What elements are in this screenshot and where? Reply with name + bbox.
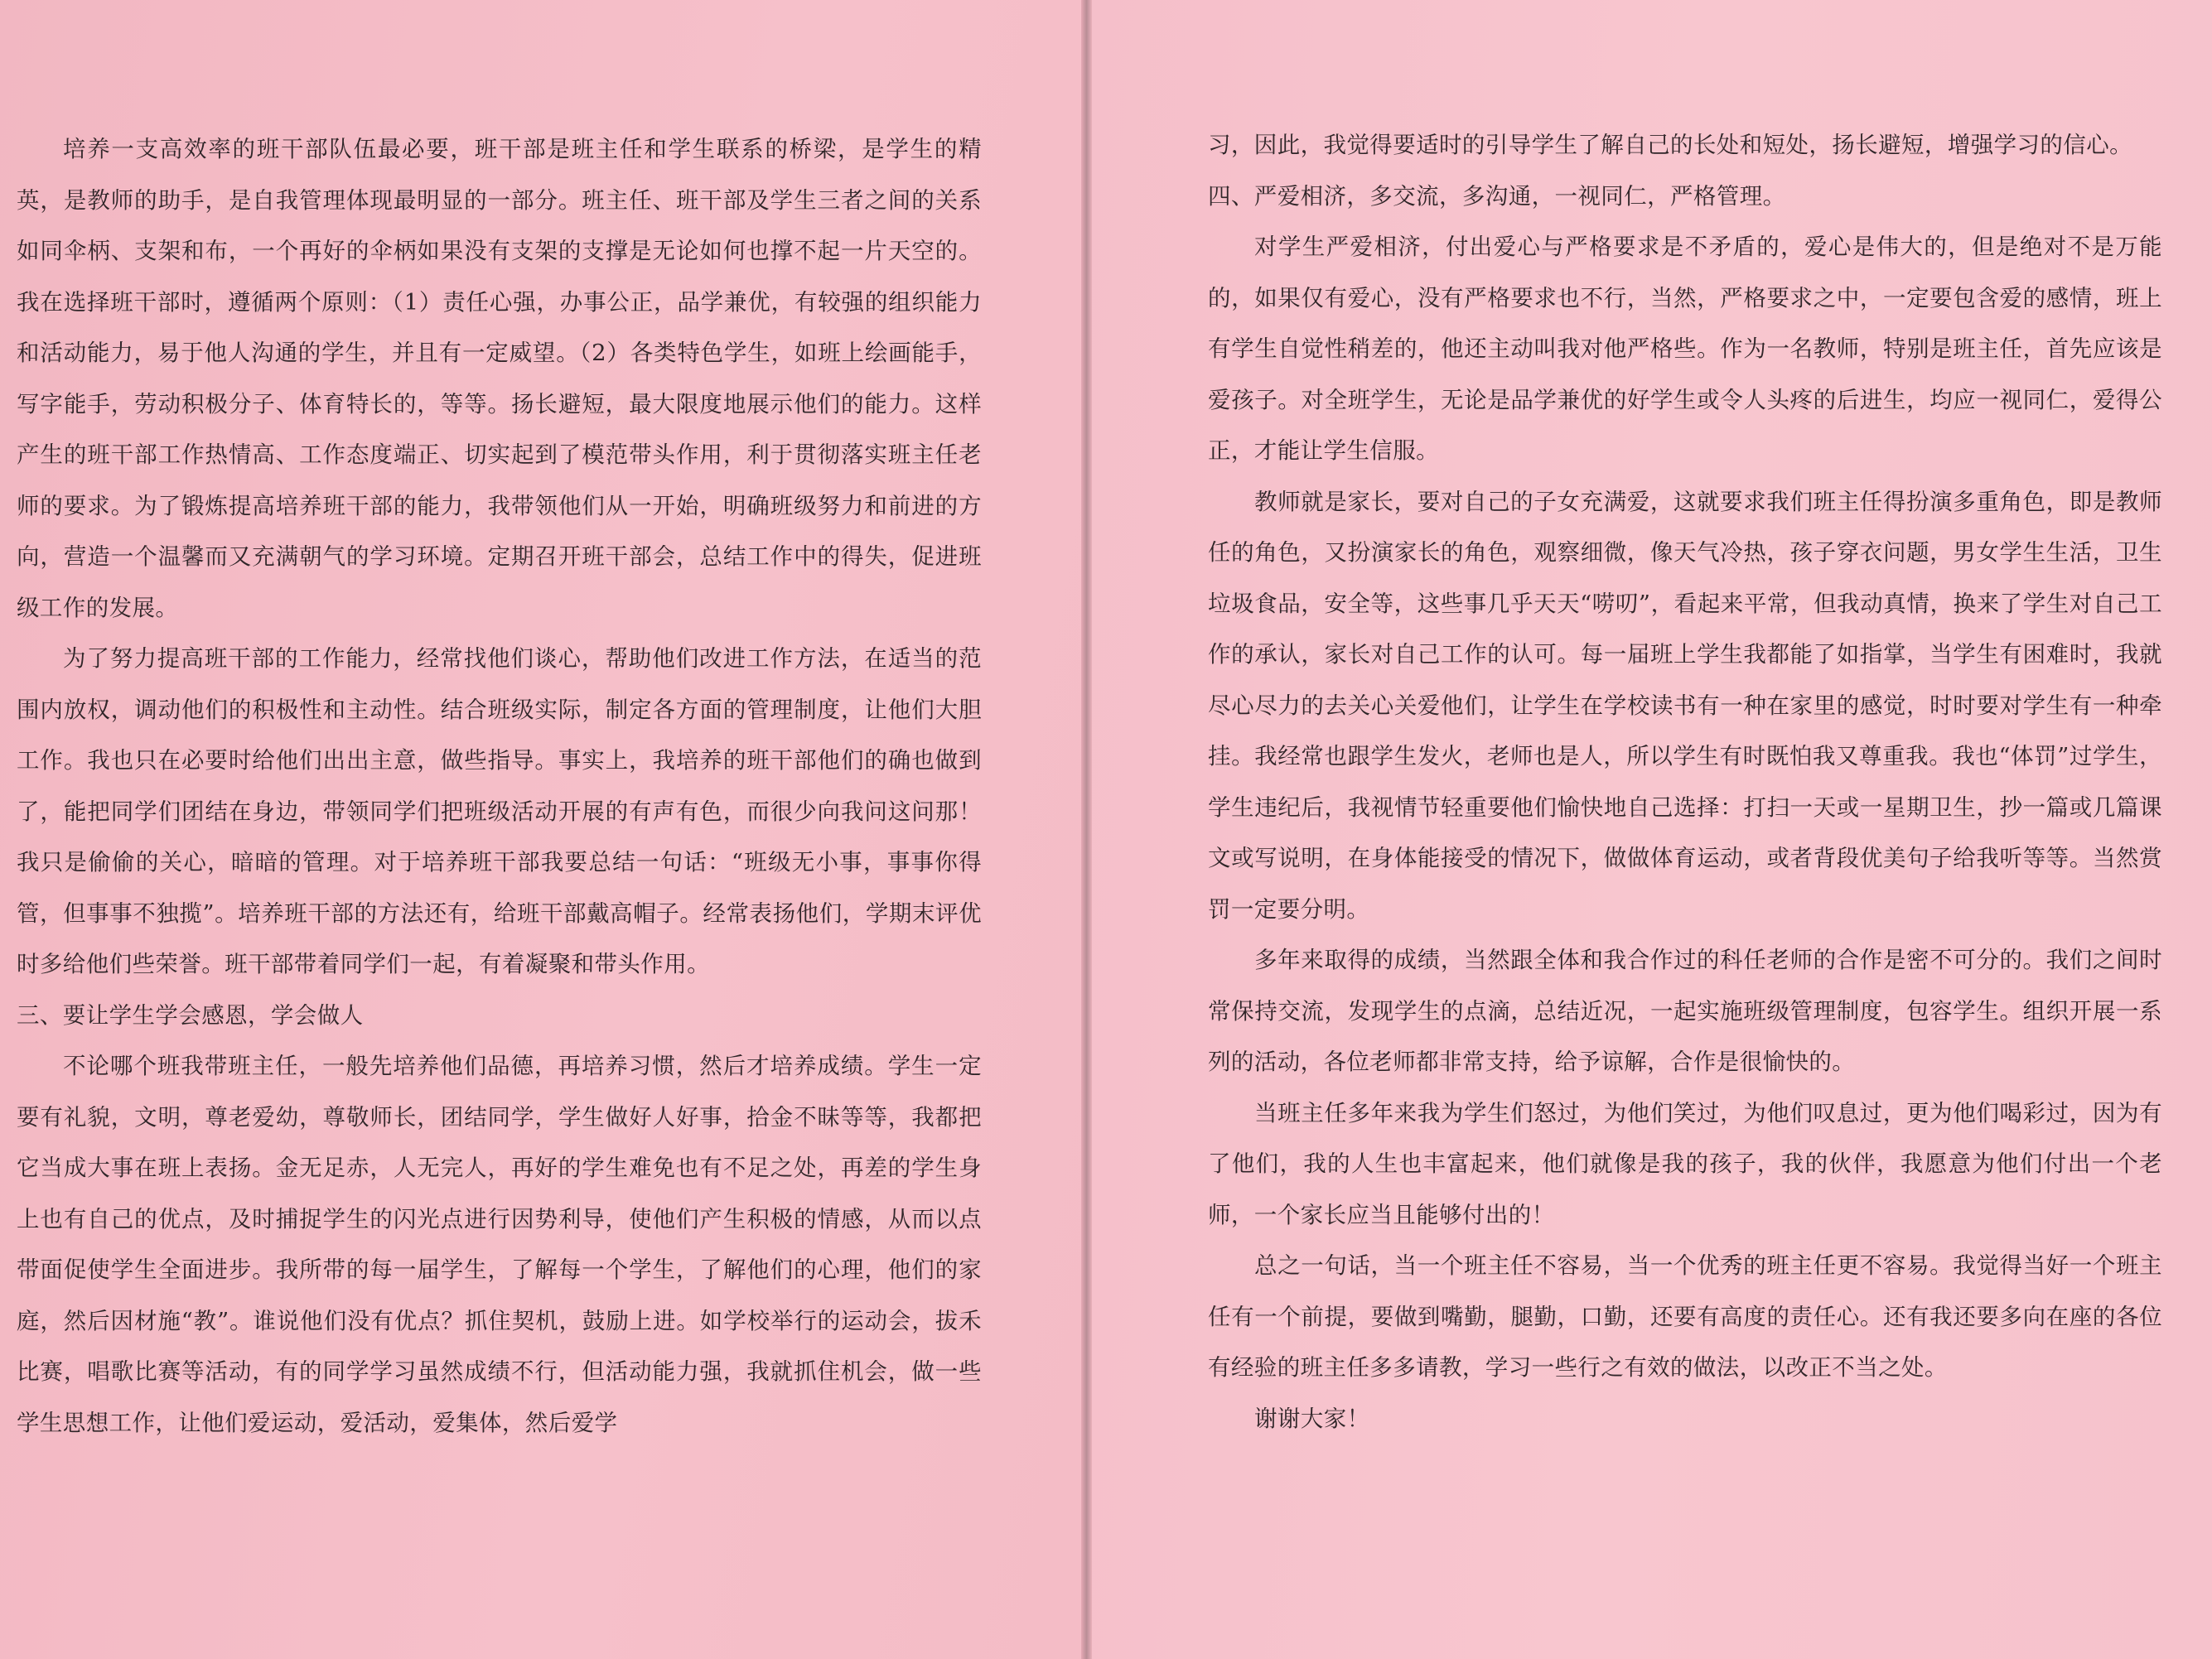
paragraph-cadre-ability: 为了努力提高班干部的工作能力，经常找他们谈心，帮助他们改进工作方法，在适当的范围内放权，调动他们的积极性和主动性。结合班级实际，制定各方面的管理制度，让他们大胆工作。我也只在必要时给他们出出主意，做些指导。事实上，我培养的班干部他们的确也做到了，能把同学们团结在身边，带领同学们把班级活动开展的有声有色，而很少向我问这问那！我只是偷偷的关心，暗暗的管理。对于培养班干部我要总结一句话：“班级无小事，事事你得管，但事事不独揽”。培养班干部的方法还有，给班干部戴高帽子。经常表扬他们，学期末评优时多给他们些荣誉。班干部带着同学们一起，有着凝聚和带头作用。 xyxy=(17,645,982,977)
paragraph-reflection: 当班主任多年来我为学生们怒过，为他们笑过，为他们叹息过，更为他们喝彩过，因为有了他们，我的人生也丰富起来，他们就像是我的孩子，我的伙伴，我愿意为他们付出一个老师，一个家长应当且能够付出的！ xyxy=(1208,1099,2162,1228)
right-page xyxy=(1092,0,2212,1659)
paragraph-strict-love: 对学生严爱相济，付出爱心与严格要求是不矛盾的，爱心是伟大的，但是绝对不是万能的，如果仅有爱心，没有严格要求也不行，当然，严格要求之中，一定要包含爱的感情，班上有学生自觉性稍差的，他还主动叫我对他严格些。作为一名教师，特别是班主任，首先应该是爱孩子。对全班学生，无论是品学兼优的好学生或令人头疼的后进生，均应一视同仁，爱得公正，才能让学生信服。 xyxy=(1208,234,2162,464)
closing-thanks: 谢谢大家！ xyxy=(1254,1405,1370,1432)
paragraph-cooperation: 多年来取得的成绩，当然跟全体和我合作过的科任老师的合作是密不可分的。我们之间时常保持交流，发现学生的点滴，总结近况，一起实施班级管理制度，包容学生。组织开展一系列的活动，各位老师都非常支持，给予谅解，合作是很愉快的。 xyxy=(1208,947,2162,1075)
paragraph-continuation: 习，因此，我觉得要适时的引导学生了解自己的长处和短处，扬长避短，增强学习的信心。 xyxy=(1208,132,2132,158)
section-heading-4: 四、严爱相济，多交流，多沟通，一视同仁，严格管理。 xyxy=(1208,182,1786,210)
paragraph-summary: 总之一句话，当一个班主任不容易，当一个优秀的班主任更不容易。我觉得当好一个班主任有一个前提，要做到嘴勤，腿勤，口勤，还要有高度的责任心。还有我还要多向在座的各位有经验的班主任多多请教，学习一些行之有效的做法，以改正不当之处。 xyxy=(1208,1252,2162,1381)
paragraph-gratitude: 不论哪个班我带班主任，一般先培养他们品德，再培养习惯，然后才培养成绩。学生一定要有礼貌，文明，尊老爱幼，尊敬师长，团结同学，学生做好人好事，拾金不昧等等，我都把它当成大事在班上表扬。金无足赤，人无完人，再好的学生难免也有不足之处，再差的学生身上也有自己的优点，及时捕捉学生的闪光点进行因势利导，使他们产生积极的情感，从而以点带面促使学生全面进步。我所带的每一届学生，了解每一个学生，了解他们的心理，他们的家庭，然后因材施“教”。谁说他们没有优点？抓住契机，鼓励上进。如学校举行的运动会，拔禾比赛，唱歌比赛等活动，有的同学学习虽然成绩不行，但活动能力强，我就抓住机会，做一些学生思想工作，让他们爱运动，爱活动，爱集体，然后爱学 xyxy=(17,1053,982,1436)
section-heading-3: 三、要让学生学会感恩，学会做人 xyxy=(17,1001,364,1029)
paragraph-teacher-as-parent: 教师就是家长，要对自己的子女充满爱，这就要求我们班主任得扮演多重角色，即是教师任的角色，又扮演家长的角色，观察细微，像天气冷热，孩子穿衣问题，男女学生生活，卫生垃圾食品，安全等，这些事几乎天天“唠叨”，看起来平常，但我动真情，换来了学生对自己工作的承认，家长对自己工作的认可。每一届班上学生我都能了如指掌，当学生有困难时，我就尽心尽力的去关心关爱他们，让学生在学校读书有一种在家里的感觉，时时要对学生有一种牵挂。我经常也跟学生发火，老师也是人，所以学生有时既怕我又尊重我。我也“体罚”过学生，学生违纪后，我视情节轻重要他们愉快地自己选择：打扫一天或一星期卫生，抄一篇或几篇课文或写说明，在身体能接受的情况下，做做体育运动，或者背段优美句子给我听等等。当然赏罚一定要分明。 xyxy=(1208,488,2162,923)
paragraph-class-cadre: 培养一支高效率的班干部队伍最必要，班干部是班主任和学生联系的桥梁，是学生的精英，是教师的助手，是自我管理体现最明显的一部分。班主任、班干部及学生三者之间的关系如同伞柄、支架和布，一个再好的伞柄如果没有支架的支撑是无论如何也撑不起一片天空的。我在选择班干部时，遵循两个原则：（1）责任心强，办事公正，品学兼优，有较强的组织能力和活动能力，易于他人沟通的学生，并且有一定威望。（2）各类特色学生，如班上绘画能手，写字能手，劳动积极分子、体育特长的，等等。扬长避短，最大限度地展示他们的能力。这样产生的班干部工作热情高、工作态度端正、切实起到了模范带头作用，利于贯彻落实班主任老师的要求。为了锻炼提高培养班干部的能力，我带领他们从一开始，明确班级努力和前进的方向，营造一个温馨而又充满朝气的学习环境。定期召开班干部会，总结工作中的得失，促进班级工作的发展。 xyxy=(17,136,982,621)
left-page xyxy=(0,0,1081,1659)
page-gutter xyxy=(1081,0,1092,1659)
